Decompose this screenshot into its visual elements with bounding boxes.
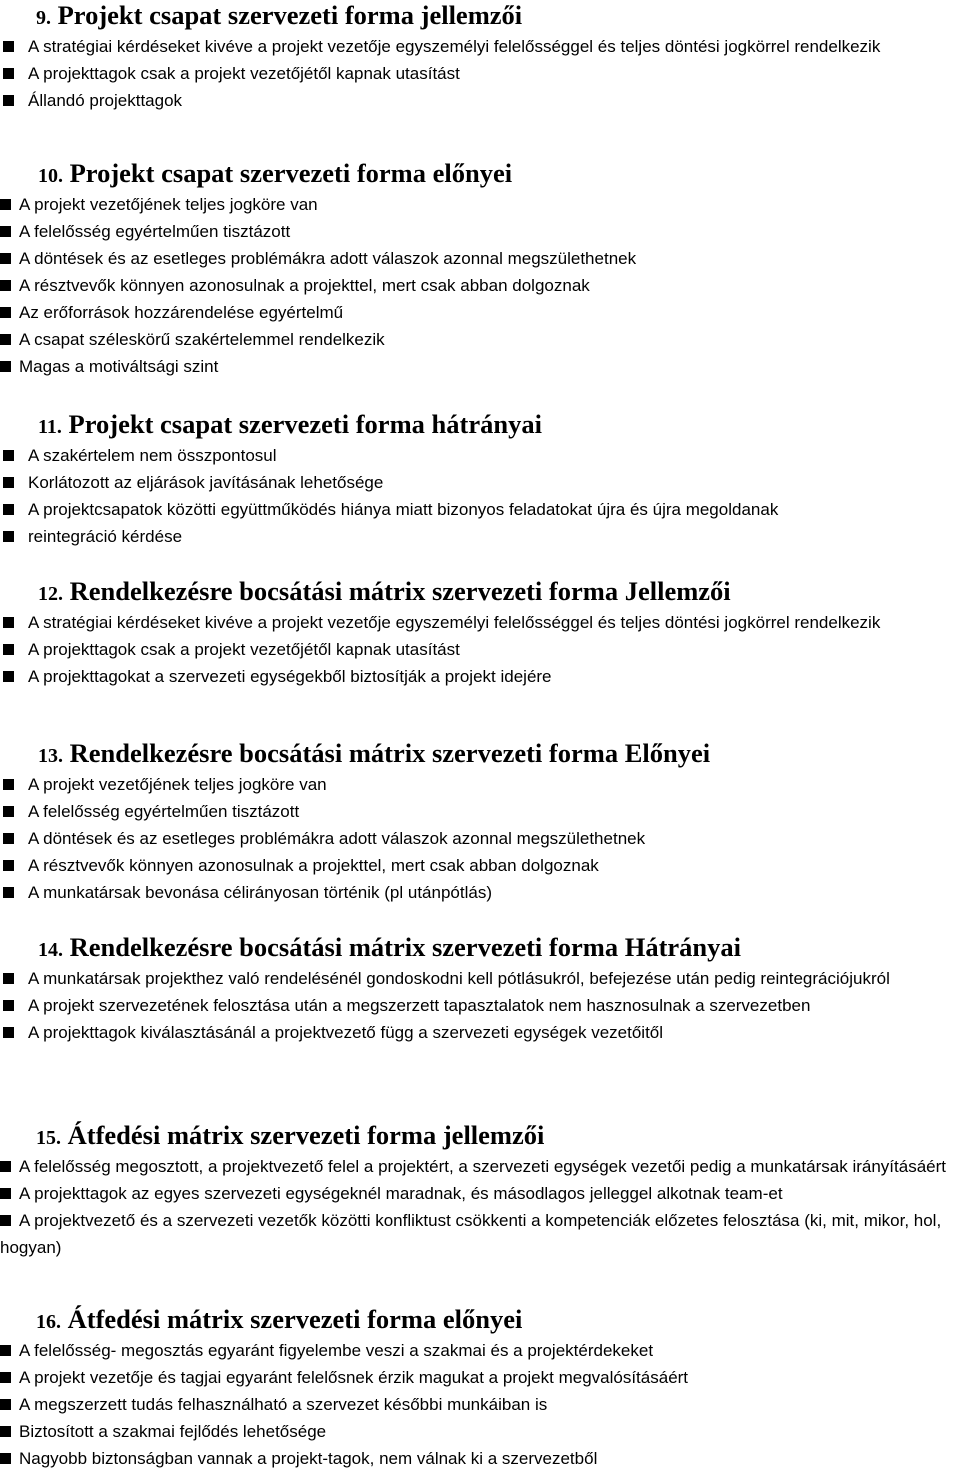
section-title: Projekt csapat szervezeti forma jellemzői bbox=[57, 0, 523, 30]
section-10 bbox=[0, 158, 960, 380]
section-number: 9. bbox=[36, 7, 51, 29]
list-item: A megszerzett tudás felhasználható a szervezet későbbi munkáiban is bbox=[0, 1391, 960, 1418]
list-item: reintegráció kérdése bbox=[0, 523, 960, 550]
section-number: 12. bbox=[38, 583, 63, 605]
square-bullet-icon bbox=[3, 644, 14, 655]
list-item: A projekt szervezetének felosztása után a megszerzett tapasztalatok nem hasznosulnak a szervezetben bbox=[0, 992, 960, 1019]
section-heading bbox=[0, 1304, 960, 1337]
square-bullet-icon bbox=[0, 1453, 11, 1464]
list-item: A projekttagok csak a projekt vezetőjétől kapnak utasítást bbox=[0, 60, 960, 87]
square-bullet-icon bbox=[0, 1426, 11, 1437]
list-item: A projekt vezetőjének teljes jogköre van bbox=[0, 191, 960, 218]
list-item: Állandó projekttagok bbox=[0, 87, 960, 114]
section-heading bbox=[0, 738, 960, 771]
square-bullet-icon bbox=[0, 307, 11, 318]
list-item: A projektvezető és a szervezeti vezetők közötti konfliktust csökkenti a kompetenciák előzetes felosztása (ki, mit, mikor, hol, hogyan) bbox=[0, 1211, 942, 1257]
square-bullet-icon bbox=[0, 1372, 11, 1383]
square-bullet-icon bbox=[0, 334, 11, 345]
square-bullet-icon bbox=[3, 860, 14, 871]
section-9 bbox=[0, 0, 960, 114]
section-title: Átfedési mátrix szervezeti forma jellemzői bbox=[67, 1120, 545, 1150]
square-bullet-icon bbox=[0, 280, 11, 291]
list-item: Magas a motiváltsági szint bbox=[0, 353, 960, 380]
list-item: A felelősség- megosztás egyaránt figyelembe veszi a szakmai és a projektérdekeket bbox=[0, 1337, 960, 1364]
list-item: A projektcsapatok közötti együttműködés hiánya miatt bizonyos feladatokat újra és újra megoldanak bbox=[0, 496, 960, 523]
square-bullet-icon bbox=[3, 504, 14, 515]
list-item: A döntések és az esetleges problémákra adott válaszok azonnal megszülethetnek bbox=[0, 245, 960, 272]
section-number: 16. bbox=[36, 1311, 61, 1333]
section-title: Rendelkezésre bocsátási mátrix szervezeti forma Jellemzői bbox=[69, 576, 731, 606]
bullet-list bbox=[0, 1337, 960, 1472]
section-13 bbox=[0, 738, 960, 906]
section-15 bbox=[0, 1120, 960, 1261]
section-number: 11. bbox=[38, 416, 62, 438]
list-item: A stratégiai kérdéseket kivéve a projekt vezetője egyszemélyi felelősséggel és teljes döntési jogkörrel rendelkezik bbox=[0, 33, 960, 60]
square-bullet-icon bbox=[0, 1399, 11, 1410]
square-bullet-icon bbox=[0, 361, 11, 372]
list-item: A felelősség egyértelműen tisztázott bbox=[0, 218, 960, 245]
list-item: A projekttagok kiválasztásánál a projektvezető függ a szervezeti egységek vezetőitől bbox=[0, 1019, 960, 1046]
square-bullet-icon bbox=[0, 226, 11, 237]
bullet-list bbox=[0, 191, 960, 380]
square-bullet-icon bbox=[3, 1000, 14, 1011]
list-item: A projekttagokat a szervezeti egységekből biztosítják a projekt idejére bbox=[0, 663, 960, 690]
section-heading bbox=[0, 0, 960, 33]
bullet-list bbox=[0, 965, 960, 1046]
square-bullet-icon bbox=[3, 41, 14, 52]
list-item: A munkatársak bevonása célirányosan történik (pl utánpótlás) bbox=[0, 879, 960, 906]
square-bullet-icon bbox=[3, 806, 14, 817]
section-title: Rendelkezésre bocsátási mátrix szervezeti forma Előnyei bbox=[69, 738, 711, 768]
list-item: A résztvevők könnyen azonosulnak a projekttel, mert csak abban dolgoznak bbox=[0, 852, 960, 879]
square-bullet-icon bbox=[3, 973, 14, 984]
section-number: 14. bbox=[38, 939, 63, 961]
list-item: A projekt vezetőjének teljes jogköre van bbox=[0, 771, 960, 798]
square-bullet-icon bbox=[0, 199, 11, 210]
bullet-list bbox=[0, 1153, 960, 1261]
section-title: Projekt csapat szervezeti forma előnyei bbox=[69, 158, 513, 188]
square-bullet-icon bbox=[0, 1345, 11, 1356]
square-bullet-icon bbox=[0, 1215, 11, 1226]
section-number: 13. bbox=[38, 745, 63, 767]
list-item: Korlátozott az eljárások javításának lehetősége bbox=[0, 469, 960, 496]
list-item: A projekt vezetője és tagjai egyaránt felelősnek érzik magukat a projekt megvalósításáért bbox=[0, 1364, 960, 1391]
list-item: A szakértelem nem összpontosul bbox=[0, 442, 960, 469]
square-bullet-icon bbox=[3, 671, 14, 682]
list-item: Biztosított a szakmai fejlődés lehetősége bbox=[0, 1418, 960, 1445]
list-item: A résztvevők könnyen azonosulnak a projekttel, mert csak abban dolgoznak bbox=[0, 272, 960, 299]
section-number: 15. bbox=[36, 1127, 61, 1149]
list-item: A csapat széleskörű szakértelemmel rendelkezik bbox=[0, 326, 960, 353]
list-item: A felelősség egyértelműen tisztázott bbox=[0, 798, 960, 825]
bullet-list bbox=[0, 609, 960, 690]
square-bullet-icon bbox=[3, 531, 14, 542]
section-heading bbox=[0, 576, 960, 609]
section-11 bbox=[0, 409, 960, 550]
bullet-list bbox=[0, 33, 960, 114]
section-12 bbox=[0, 576, 960, 690]
section-16 bbox=[0, 1304, 960, 1472]
square-bullet-icon bbox=[0, 1161, 11, 1172]
square-bullet-icon bbox=[0, 1188, 11, 1199]
list-item: A felelősség megosztott, a projektvezető felel a projektért, a szervezeti egységek vezetői pedig a munkatársak irányításáért bbox=[0, 1153, 960, 1180]
list-item: A stratégiai kérdéseket kivéve a projekt vezetője egyszemélyi felelősséggel és teljes döntési jogkörrel rendelkezik bbox=[0, 609, 960, 636]
square-bullet-icon bbox=[3, 1027, 14, 1038]
section-title: Projekt csapat szervezeti forma hátrányai bbox=[68, 409, 542, 439]
square-bullet-icon bbox=[3, 887, 14, 898]
section-heading bbox=[0, 1120, 960, 1153]
square-bullet-icon bbox=[3, 833, 14, 844]
list-item: A döntések és az esetleges problémákra adott válaszok azonnal megszülethetnek bbox=[0, 825, 960, 852]
section-heading bbox=[0, 409, 960, 442]
section-title: Rendelkezésre bocsátási mátrix szervezeti forma Hátrányai bbox=[69, 932, 742, 962]
list-item: A projekttagok az egyes szervezeti egységeknél maradnak, és másodlagos jelleggel alkotnak team-et bbox=[0, 1180, 960, 1207]
list-item: Nagyobb biztonságban vannak a projekt-tagok, nem válnak ki a szervezetből bbox=[0, 1445, 960, 1472]
bullet-list bbox=[0, 442, 960, 550]
square-bullet-icon bbox=[3, 450, 14, 461]
square-bullet-icon bbox=[3, 617, 14, 628]
square-bullet-icon bbox=[3, 68, 14, 79]
square-bullet-icon bbox=[3, 779, 14, 790]
section-14 bbox=[0, 932, 960, 1046]
list-item: Az erőforrások hozzárendelése egyértelmű bbox=[0, 299, 960, 326]
bullet-list bbox=[0, 771, 960, 906]
section-number: 10. bbox=[38, 165, 63, 187]
square-bullet-icon bbox=[0, 253, 11, 264]
list-item: A munkatársak projekthez való rendelésénél gondoskodni kell pótlásukról, befejezése után pedig reintegrációjukról bbox=[0, 965, 960, 992]
list-item: A projekttagok csak a projekt vezetőjétől kapnak utasítást bbox=[0, 636, 960, 663]
section-heading bbox=[0, 158, 960, 191]
section-heading bbox=[0, 932, 960, 965]
section-title: Átfedési mátrix szervezeti forma előnyei bbox=[67, 1304, 523, 1334]
square-bullet-icon bbox=[3, 477, 14, 488]
square-bullet-icon bbox=[3, 95, 14, 106]
